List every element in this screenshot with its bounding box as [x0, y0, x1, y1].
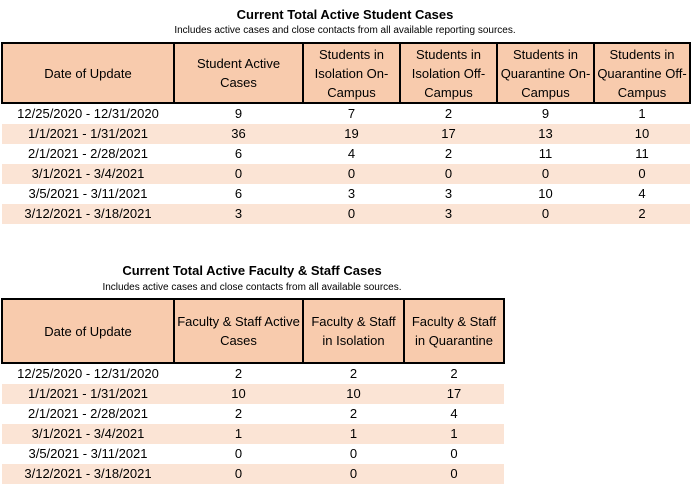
cell: 4 — [638, 186, 646, 201]
header-quarantine-on-campus: Students in Quarantine On-Campus — [497, 43, 594, 103]
cell: 0 — [594, 164, 690, 184]
header-isolation-on-campus: Students in Isolation On-Campus — [303, 43, 400, 103]
cell: 10 — [594, 124, 690, 144]
table-row — [2, 424, 504, 444]
cell: 10 — [174, 384, 303, 404]
cell: 17 — [400, 124, 497, 144]
header-staff-active-cases: Faculty & Staff Active Cases — [174, 299, 303, 363]
cell: 0 — [303, 464, 404, 484]
cell: 0 — [303, 204, 400, 224]
cell: 2 — [444, 146, 453, 161]
cell: 1 — [303, 424, 404, 444]
table-row — [2, 464, 504, 484]
cell: 10 — [538, 186, 553, 201]
cell: 3 — [347, 186, 356, 201]
cell: 0 — [303, 164, 400, 184]
table-row — [2, 124, 690, 144]
table-row — [2, 164, 690, 184]
cell: 12/25/2020 - 12/31/2020 — [17, 366, 159, 381]
cell: 17 — [404, 384, 504, 404]
table-row — [2, 184, 690, 204]
table-row — [2, 384, 504, 404]
cell: 0 — [349, 446, 358, 461]
header-quarantine-off-campus: Students in Quarantine Off-Campus — [594, 43, 690, 103]
cell: 36 — [174, 124, 303, 144]
cell: 2 — [349, 406, 358, 421]
cell: 2 — [444, 106, 453, 121]
cell: 0 — [497, 204, 594, 224]
table-row — [2, 363, 504, 384]
staff-table-subtitle: Includes active cases and close contacts from all available sources. — [102, 282, 402, 293]
cell: 0 — [497, 164, 594, 184]
cell: 2 — [450, 366, 458, 381]
cell: 4 — [450, 406, 458, 421]
cell: 6 — [234, 186, 243, 201]
student-table-title: Current Total Active Student Cases — [236, 7, 454, 22]
cell: 0 — [174, 464, 303, 484]
cell: 1 — [638, 106, 646, 121]
header-date-of-update: Date of Update — [2, 43, 174, 103]
header-date-of-update: Date of Update — [2, 299, 174, 363]
cell: 4 — [347, 146, 356, 161]
cell: 11 — [538, 146, 553, 161]
cell: 0 — [234, 446, 243, 461]
cell: 7 — [347, 106, 356, 121]
table-row — [2, 103, 690, 124]
cell: 10 — [303, 384, 404, 404]
cell: 2 — [594, 204, 690, 224]
student-cases-table — [1, 42, 691, 224]
cell: 0 — [450, 446, 458, 461]
cell: 11 — [635, 146, 649, 161]
cell: 2/1/2021 - 2/28/2021 — [28, 406, 148, 421]
cell: 0 — [400, 164, 497, 184]
cell: 2 — [349, 366, 358, 381]
header-staff-in-quarantine: Faculty & Staff in Quarantine — [404, 299, 504, 363]
cell: 19 — [303, 124, 400, 144]
student-table-header-row — [2, 43, 690, 103]
cell: 9 — [234, 106, 243, 121]
cell: 3/5/2021 - 3/11/2021 — [28, 186, 148, 201]
cell: 1/1/2021 - 1/31/2021 — [2, 384, 174, 404]
cell: 1 — [404, 424, 504, 444]
cell: 2 — [234, 366, 243, 381]
header-staff-in-isolation: Faculty & Staff in Isolation — [303, 299, 404, 363]
staff-table-title: Current Total Active Faculty & Staff Cases — [122, 263, 382, 278]
cell: 0 — [404, 464, 504, 484]
cell: 13 — [497, 124, 594, 144]
cell: 6 — [234, 146, 243, 161]
header-isolation-off-campus: Students in Isolation Off-Campus — [400, 43, 497, 103]
cell: 9 — [541, 106, 550, 121]
table-row — [2, 404, 504, 424]
staff-table-header-row — [2, 299, 504, 363]
cell: 3/12/2021 - 3/18/2021 — [2, 204, 174, 224]
cell: 1/1/2021 - 1/31/2021 — [2, 124, 174, 144]
cell: 0 — [174, 164, 303, 184]
cell: 3 — [400, 204, 497, 224]
table-row — [2, 204, 690, 224]
cell: 3 — [174, 204, 303, 224]
cell: 3/1/2021 - 3/4/2021 — [2, 164, 174, 184]
table-row — [2, 144, 690, 164]
header-student-active-cases: Student Active Cases — [174, 43, 303, 103]
cell: 3/5/2021 - 3/11/2021 — [28, 446, 148, 461]
cell: 2 — [234, 406, 243, 421]
cell: 3/12/2021 - 3/18/2021 — [2, 464, 174, 484]
cell: 12/25/2020 - 12/31/2020 — [17, 106, 159, 121]
cell: 1 — [174, 424, 303, 444]
table-row — [2, 444, 504, 464]
staff-cases-table — [1, 298, 505, 484]
cell: 2/1/2021 - 2/28/2021 — [28, 146, 148, 161]
cell: 3 — [444, 186, 453, 201]
cell: 3/1/2021 - 3/4/2021 — [2, 424, 174, 444]
student-table-subtitle: Includes active cases and close contacts from all available reporting sources. — [174, 25, 516, 36]
